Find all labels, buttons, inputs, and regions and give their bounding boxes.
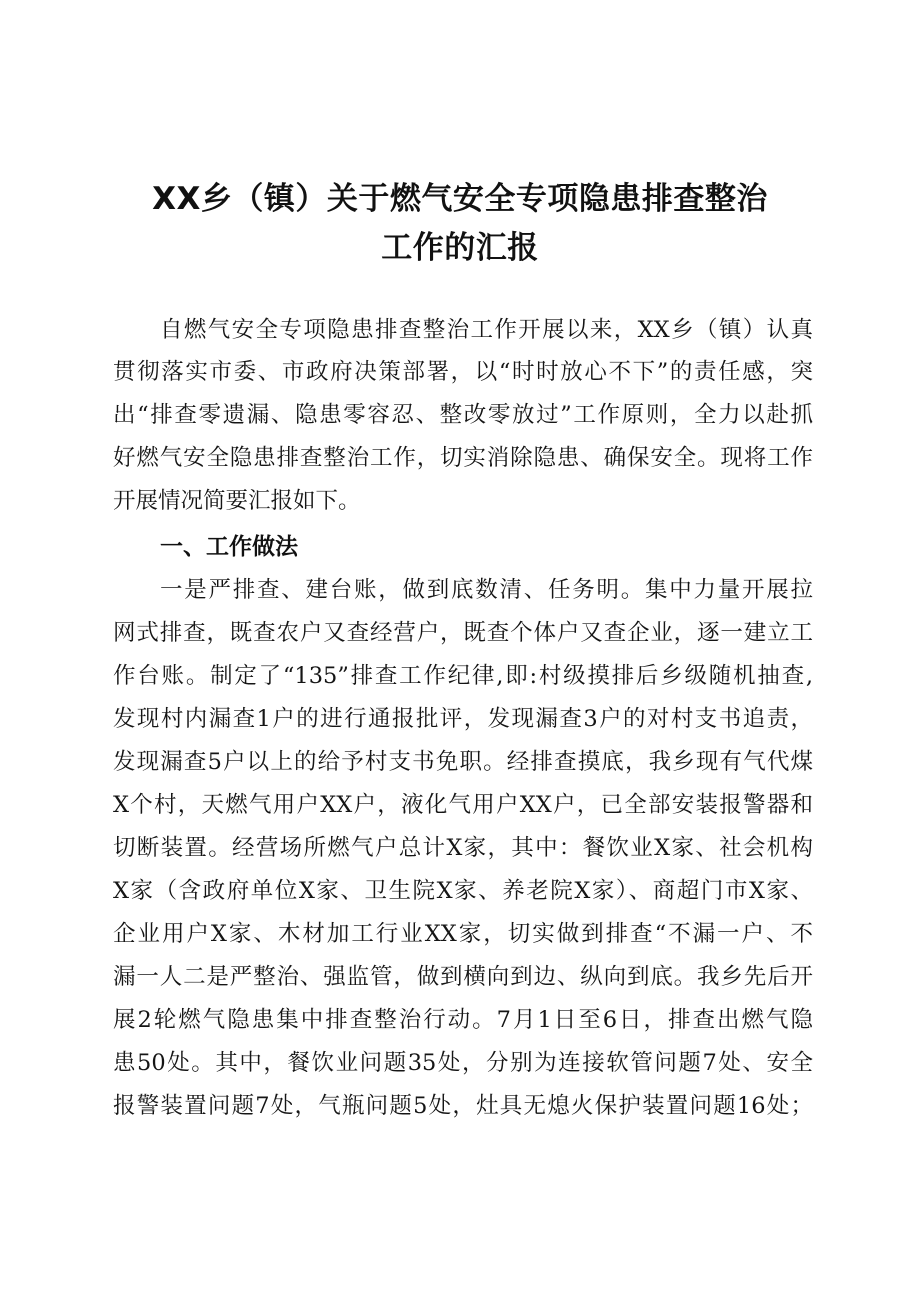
body-line: 一是严排查、建台账，做到底数清、任务明。集中力量开展拉 [160,577,813,603]
body-line: X家（含政府单位X家、卫生院X家、养老院X家）、商超门市X家、 [113,878,813,904]
intro-line: 好燃气安全隐患排查整治工作，切实消除隐患、确保安全。现将工作 [113,445,813,471]
body-line: 患50处。其中，餐饮业问题35处，分别为连接软管问题7处、安全 [113,1050,813,1076]
intro-line: 自燃气安全专项隐患排查整治工作开展以来，XX乡（镇）认真 [160,317,813,343]
body-line: 漏一人二是严整治、强监管，做到横向到边、纵向到底。我乡先后开 [113,964,813,990]
body-line: 作台账。制定了“135”排查工作纪律,即:村级摸排后乡级随机抽查, [113,663,813,689]
intro-line: 贯彻落实市委、市政府决策部署，以“时时放心不下”的责任感，突 [113,359,813,385]
body-line: 发现村内漏查1户的进行通报批评，发现漏查3户的对村支书追责， [113,706,813,732]
document-title-line-2: 工作的汇报 [381,230,539,266]
document-title-line-1: XX乡（镇）关于燃气安全专项隐患排查整治 [152,181,768,217]
intro-line: 出“排查零遗漏、隐患零容忍、整改零放过”工作原则，全力以赴抓 [113,402,813,428]
body-line: 报警装置问题7处，气瓶问题5处，灶具无熄火保护装置问题16处； [113,1093,813,1119]
body-line: 展2轮燃气隐患集中排查整治行动。7月1日至6日，排查出燃气隐 [113,1007,813,1033]
body-line: 企业用户X家、木材加工行业XX家，切实做到排查“不漏一户、不 [113,921,813,947]
body-line: X个村，天燃气用户XX户，液化气用户XX户，已全部安装报警器和 [113,792,813,818]
section-heading-1: 一、工作做法 [160,534,298,560]
body-line: 网式排查，既查农户又查经营户，既查个体户又查企业，逐一建立工 [113,620,813,646]
intro-line: 开展情况简要汇报如下。 [113,488,361,514]
body-line: 切断装置。经营场所燃气户总计X家，其中：餐饮业X家、社会机构 [113,835,813,861]
body-line: 发现漏查5户以上的给予村支书免职。经排查摸底，我乡现有气代煤 [113,749,813,775]
